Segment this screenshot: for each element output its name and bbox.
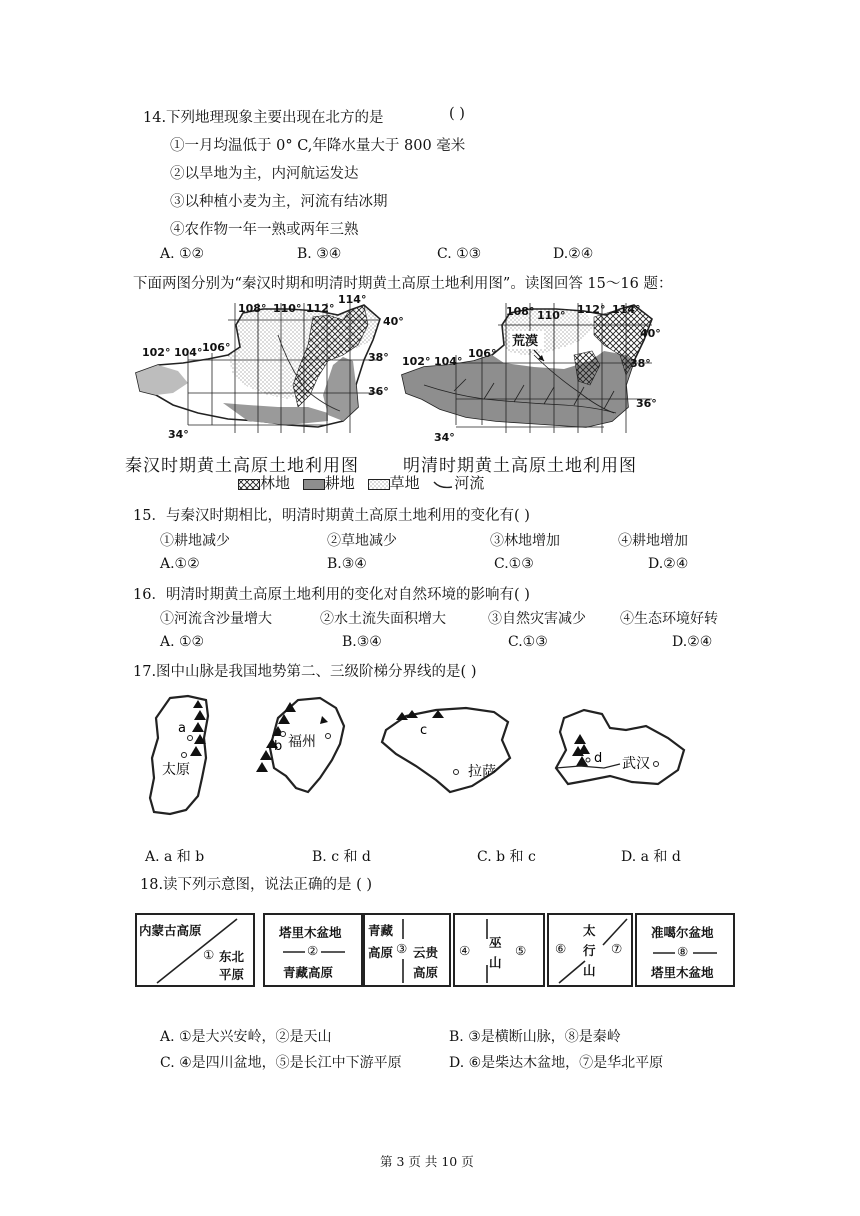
q15-option-d: D.②④ bbox=[648, 556, 689, 572]
q14-item-4: ④农作物一年一熟或两年三熟 bbox=[170, 222, 359, 238]
hubei-map bbox=[556, 710, 684, 784]
diagram-box-5 bbox=[547, 913, 633, 987]
right-map-lon-104: 104° bbox=[434, 355, 463, 368]
label-lasa: 拉萨 bbox=[468, 764, 496, 780]
right-map-lon-108: 108° bbox=[506, 305, 535, 318]
q15-item-2: ②草地减少 bbox=[327, 533, 397, 549]
left-map-lon-110: 110° bbox=[273, 302, 302, 315]
legend-grass-label: 草地 bbox=[389, 474, 420, 492]
label-d: d bbox=[594, 751, 603, 766]
q17-option-b: B. c 和 d bbox=[312, 849, 371, 865]
diagram-box-4 bbox=[453, 913, 545, 987]
box5-left-marker: ⑥ bbox=[555, 941, 567, 956]
q15-option-a: A.①② bbox=[160, 556, 200, 572]
q16-option-c: C.①③ bbox=[508, 634, 548, 650]
q17-option-c: C. b 和 c bbox=[477, 849, 536, 865]
box6-marker: ⑧ bbox=[677, 944, 689, 959]
box1-right-label-1: 东北 bbox=[219, 949, 245, 964]
box6-top-label: 准噶尔盆地 bbox=[651, 925, 714, 940]
q15-item-3: ③林地增加 bbox=[490, 533, 560, 549]
left-map-lon-108: 108° bbox=[238, 302, 267, 315]
box5-right-marker: ⑦ bbox=[611, 941, 623, 956]
label-taiyuan: 太原 bbox=[162, 762, 190, 778]
q15-item-4: ④耕地增加 bbox=[618, 533, 688, 549]
q15-option-c: C.①③ bbox=[494, 556, 534, 572]
diagram-box-1 bbox=[135, 913, 255, 987]
map-legend bbox=[238, 472, 484, 493]
box3-right-label-2: 高原 bbox=[413, 965, 439, 980]
desert-label: 荒漠 bbox=[512, 334, 539, 349]
q14-item-2: ②以旱地为主，内河航运发达 bbox=[170, 166, 359, 182]
right-map-lat-36: 36° bbox=[636, 397, 657, 410]
label-fuzhou: 福州 bbox=[288, 734, 316, 750]
box4-label-1: 巫 bbox=[489, 935, 502, 950]
q18-option-b: B. ③是横断山脉，⑧是秦岭 bbox=[449, 1029, 621, 1045]
q18-option-d: D. ⑥是柴达木盆地，⑦是华北平原 bbox=[449, 1055, 664, 1071]
legend-farm-label: 耕地 bbox=[324, 474, 355, 492]
q18-stem: 18.读下列示意图，说法正确的是 ( ) bbox=[140, 877, 373, 893]
legend-river-label: 河流 bbox=[454, 474, 485, 492]
box5-label-3: 山 bbox=[583, 963, 596, 978]
box1-marker: ① bbox=[203, 947, 215, 962]
q18-option-c: C. ④是四川盆地，⑤是长江中下游平原 bbox=[160, 1055, 402, 1071]
left-map-lat-34: 34° bbox=[168, 428, 189, 441]
diagram-box-2 bbox=[263, 913, 363, 987]
legend-river-swatch bbox=[432, 479, 454, 490]
diagram-box-6 bbox=[635, 913, 735, 987]
right-map-lon-110: 110° bbox=[537, 309, 566, 322]
qin-han-map bbox=[136, 295, 404, 441]
box2-top-label: 塔里木盆地 bbox=[279, 925, 342, 940]
page-footer: 第 3 页 共 10 页 bbox=[380, 1154, 474, 1169]
q15-stem: 15．与秦汉时期相比，明清时期黄土高原土地利用的变化有( ) bbox=[133, 508, 530, 524]
fujian-map bbox=[256, 698, 344, 792]
left-map-lon-104: 104° bbox=[174, 346, 203, 359]
q16-option-b: B.③④ bbox=[342, 634, 382, 650]
q14-option-a: A. ①② bbox=[160, 246, 205, 262]
q16-item-3: ③自然灾害减少 bbox=[488, 611, 586, 627]
q14-option-d: D.②④ bbox=[553, 246, 594, 262]
right-map-lon-114: 114° bbox=[612, 303, 641, 316]
box3-marker: ③ bbox=[396, 941, 408, 956]
left-map-lat-40: 40° bbox=[383, 315, 404, 328]
box2-marker: ② bbox=[307, 943, 319, 958]
label-c: c bbox=[420, 723, 428, 738]
q17-option-a: A. a 和 b bbox=[145, 849, 205, 865]
legend-farm-swatch bbox=[303, 479, 325, 490]
q16-option-d: D.②④ bbox=[672, 634, 713, 650]
q14-item-1: ①一月均温低于 0° C,年降水量大于 800 毫米 bbox=[170, 138, 466, 154]
q14-stem: 14.下列地理现象主要出现在北方的是 bbox=[143, 110, 384, 126]
right-map-lat-34: 34° bbox=[434, 431, 455, 444]
map-caption-ming-qing: 明清时期黄土高原土地利用图 bbox=[403, 456, 637, 476]
map-caption-qin-han: 秦汉时期黄土高原土地利用图 bbox=[125, 456, 359, 476]
legend-forest-swatch bbox=[238, 479, 260, 490]
q16-item-1: ①河流含沙量增大 bbox=[160, 611, 272, 627]
q15-item-1: ①耕地减少 bbox=[160, 533, 230, 549]
ming-qing-map bbox=[402, 303, 661, 444]
left-map-lon-112: 112° bbox=[306, 302, 335, 315]
label-wuhan: 武汉 bbox=[622, 756, 650, 772]
box4-label-2: 山 bbox=[489, 955, 502, 970]
q17-stem: 17.图中山脉是我国地势第二、三级阶梯分界线的是( ) bbox=[133, 664, 477, 680]
q14-item-3: ③以种植小麦为主，河流有结冰期 bbox=[170, 194, 388, 210]
q16-item-4: ④生态环境好转 bbox=[620, 611, 718, 627]
label-b: b bbox=[274, 739, 283, 754]
right-map-lon-102: 102° bbox=[402, 355, 431, 368]
loess-maps-figure bbox=[128, 295, 668, 453]
right-map-lon-106: 106° bbox=[468, 347, 497, 360]
box6-bottom-label: 塔里木盆地 bbox=[651, 965, 714, 980]
box3-right-label-1: 云贵 bbox=[413, 945, 439, 960]
right-map-lon-112: 112° bbox=[577, 303, 606, 316]
left-map-lon-102: 102° bbox=[142, 346, 171, 359]
q16-item-2: ②水土流失面积增大 bbox=[320, 611, 446, 627]
box4-left-marker: ④ bbox=[459, 943, 471, 958]
legend-forest-label: 林地 bbox=[260, 474, 291, 492]
legend-grass-swatch bbox=[368, 479, 390, 490]
box1-right-label-2: 平原 bbox=[219, 967, 245, 982]
q16-stem: 16．明清时期黄土高原土地利用的变化对自然环境的影响有( ) bbox=[133, 587, 530, 603]
right-map-lat-38: 38° bbox=[630, 357, 651, 370]
left-map-lon-106: 106° bbox=[202, 341, 231, 354]
q14-option-b: B. ③④ bbox=[297, 246, 342, 262]
q16-option-a: A. ①② bbox=[160, 634, 205, 650]
tibet-map bbox=[382, 708, 510, 792]
box2-bottom-label: 青藏高原 bbox=[283, 965, 334, 980]
box4-right-marker: ⑤ bbox=[515, 943, 527, 958]
q17-option-d: D. a 和 d bbox=[621, 849, 681, 865]
left-map-lat-36: 36° bbox=[368, 385, 389, 398]
q15-option-b: B.③④ bbox=[327, 556, 367, 572]
q14-answer-paren: ( ) bbox=[449, 106, 465, 122]
box1-top-label: 内蒙古高原 bbox=[139, 923, 202, 938]
label-a: a bbox=[178, 721, 186, 736]
left-map-lon-114: 114° bbox=[338, 295, 367, 306]
box5-label-2: 行 bbox=[583, 943, 596, 958]
q14-option-c: C. ①③ bbox=[437, 246, 482, 262]
shanxi-map bbox=[150, 696, 208, 814]
box5-label-1: 太 bbox=[583, 923, 596, 938]
diagram-box-3 bbox=[363, 913, 451, 987]
box3-left-label-1: 青藏 bbox=[368, 923, 394, 938]
left-map-lat-38: 38° bbox=[368, 351, 389, 364]
q18-option-a: A. ①是大兴安岭，②是天山 bbox=[160, 1029, 332, 1045]
box3-left-label-2: 高原 bbox=[368, 945, 394, 960]
right-map-lat-40: 40° bbox=[640, 327, 661, 340]
province-maps-figure bbox=[140, 688, 700, 828]
intro-15-16: 下面两图分别为“秦汉时期和明清时期黄土高原土地利用图”。读图回答 15～16 题： bbox=[133, 276, 673, 292]
